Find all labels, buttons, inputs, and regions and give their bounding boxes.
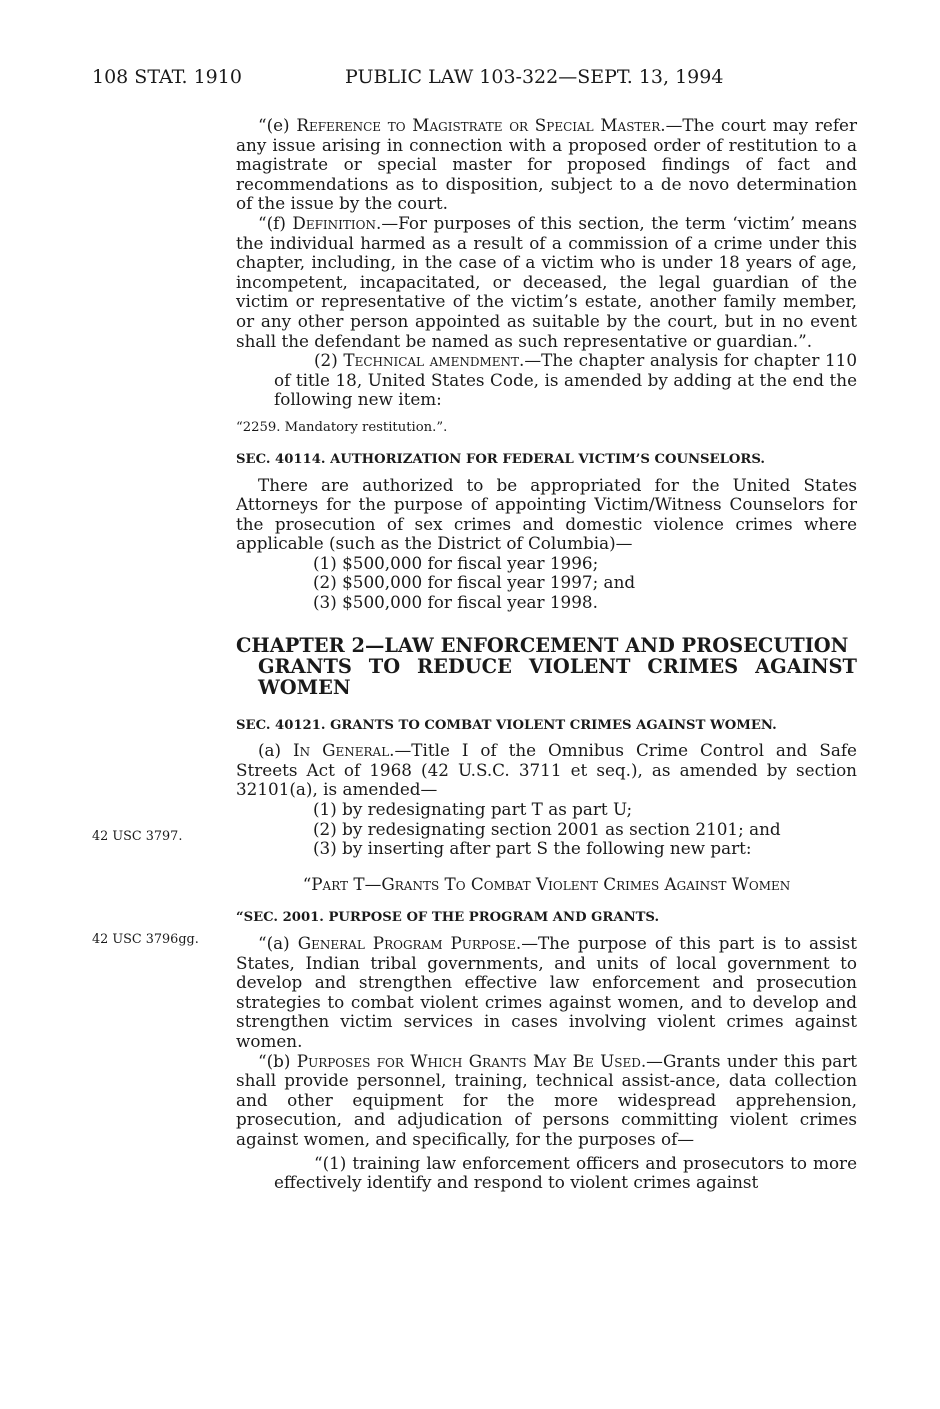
paragraph-label: “(b) — [258, 1050, 297, 1071]
paragraph-purposes-grants — [236, 1052, 857, 1150]
paragraph-text: —The court may refer any issue arising in connection with a proposed order of restitution to a magistrate or special master for proposed findings of fact and recommendations as to disposition, subject to a de novo determination of the issue by the court. — [236, 115, 857, 214]
chapter-heading-line: WOMEN — [258, 675, 351, 699]
chapter-heading — [236, 635, 857, 698]
paragraph-technical-amendment — [274, 351, 857, 410]
paragraph-text: —Title I of the Omnibus Crime Control and Safe Streets Act of 1968 (42 U.S.C. 3711 et seq.), as amended by section 32101(a), is amended— — [236, 740, 857, 800]
paragraph-general-program-purpose — [236, 934, 857, 1052]
paragraph-text: —The chapter analysis for chapter 110 of title 18, United States Code, is amended by adding at the end the following new item: — [274, 350, 857, 410]
list-item-fy1997: (2) $500,000 for fiscal year 1997; and — [313, 572, 636, 593]
analysis-item-2259: “2259. Mandatory restitution.”. — [236, 419, 448, 435]
paragraph-heading: Definition. — [292, 212, 382, 233]
paragraph-heading: General Program Purpose. — [297, 933, 522, 953]
paragraph-authorization: There are authorized to be appropriated for the United States Attorneys for the purpose of appointing Victim/Witness Counselors for the prosecution of sex crimes and domestic violence crimes where applicable (such as the District of Columbia)— — [236, 474, 857, 554]
running-title: PUBLIC LAW 103-322—SEPT. 13, 1994 — [345, 66, 724, 88]
paragraph-heading: Technical amendment. — [343, 350, 525, 371]
paragraph-heading: Reference to Magistrate or Special Master. — [296, 115, 666, 135]
paragraph-text: —Grants under this part shall provide personnel, training, technical assist-ance, data collection and other equipment for the more widespread apprehension, prosecution, and adjudication of persons committing violent crimes against women, and specifically, for the purposes of— — [236, 1050, 857, 1149]
list-item-fy1996: (1) $500,000 for fiscal year 1996; — [313, 552, 599, 573]
list-item-a1: (1) by redesignating part T as part U; — [313, 799, 633, 820]
stat-page-number: 108 STAT. 1910 — [92, 66, 242, 88]
paragraph-heading: Purposes for Which Grants May Be Used. — [296, 1050, 647, 1071]
section-heading-40121: SEC. 40121. GRANTS TO COMBAT VIOLENT CRIMES AGAINST WOMEN. — [236, 717, 777, 733]
list-item-a2: (2) by redesignating section 2001 as section 2101; and — [313, 818, 781, 839]
paragraph-text: —For purposes of this section, the term ‘victim’ means the individual harmed as a result of a commission of a crime under this chapter, including, in the case of a victim who is under 18 years of age, incompetent, incapacitated, or deceased, the legal guardian of the victim or representative of the victim’s estate, another family member, or any other person appointed as suitable by the court, but in no event shall the defendant be named as such representative or guardian.”. — [236, 212, 857, 351]
list-item-fy1998: (3) $500,000 for fiscal year 1998. — [313, 592, 598, 613]
chapter-heading-line: CHAPTER 2—LAW ENFORCEMENT AND PROSECUTION — [236, 633, 849, 657]
paragraph-heading: In General. — [293, 740, 395, 761]
list-item-a3: (3) by inserting after part S the following new part: — [313, 838, 752, 859]
document-body — [236, 116, 857, 1193]
paragraph-label: “(a) — [258, 933, 298, 953]
paragraph-label: “(f) — [258, 212, 293, 233]
paragraph-text: —The purpose of this part is to assist States, Indian tribal governments, and units of local government to develop and strengthen effective law enforcement and prosecution strategies to combat violent crimes against women, and to develop and strengthen victim services in cases involving violent crimes against women. — [236, 933, 857, 1051]
paragraph-a-in-general — [236, 741, 857, 800]
part-t-heading: “Part T—Grants To Combat Violent Crimes Against Women — [302, 873, 791, 894]
margin-note-usc-3796gg: 42 USC 3796gg. — [92, 932, 199, 947]
paragraph-f-definition — [236, 214, 857, 351]
section-heading-2001: “SEC. 2001. PURPOSE OF THE PROGRAM AND GRANTS. — [236, 910, 660, 926]
margin-note-usc-3797: 42 USC 3797. — [92, 829, 183, 844]
paragraph-label: (2) — [314, 350, 344, 371]
paragraph-training-officers: “(1) training law enforcement officers and prosecutors to more effectively identify and respond to violent crimes against — [274, 1152, 857, 1193]
paragraph-label: (a) — [258, 740, 294, 761]
paragraph-label: “(e) — [258, 115, 297, 135]
chapter-heading-line: GRANTS TO REDUCE VIOLENT CRIMES AGAINST — [258, 654, 857, 678]
section-heading-40114: SEC. 40114. AUTHORIZATION FOR FEDERAL VICTIM’S COUNSELORS. — [236, 451, 765, 467]
paragraph-e-reference — [236, 116, 857, 214]
